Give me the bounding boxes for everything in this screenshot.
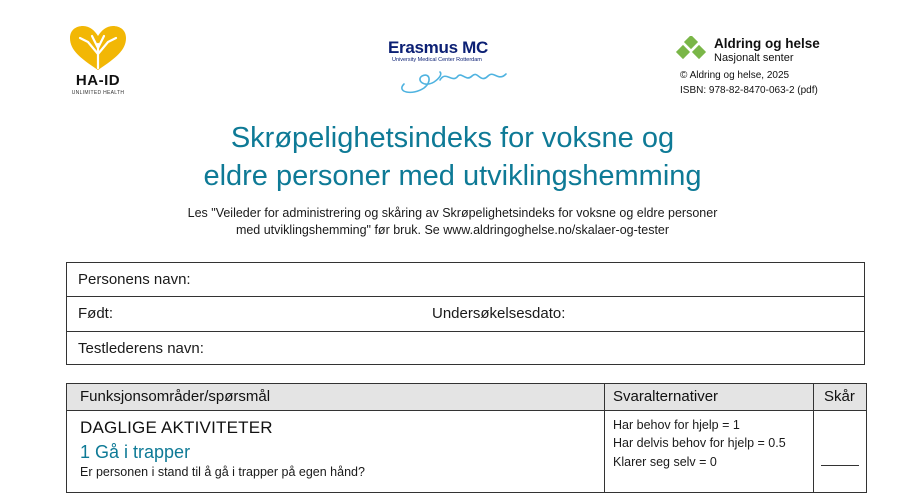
heart-tree-icon [66, 24, 130, 72]
copyright-text: © Aldring og helse, 2025 [680, 70, 790, 81]
answer-option: Klarer seg selv = 0 [613, 455, 717, 469]
exam-date-label: Undersøkelsesdato: [432, 305, 566, 322]
header-area: Funksjonsområder/spørsmål [80, 388, 271, 405]
erasmus-signature-icon [394, 62, 514, 98]
haid-name: HA-ID [75, 72, 121, 89]
question-title: 1 Gå i trapper [80, 442, 191, 462]
answer-option: Har delvis behov for hjelp = 0.5 [613, 436, 786, 450]
column-divider [813, 384, 814, 492]
document-title [60, 119, 845, 195]
category-heading: DAGLIGE AKTIVITETER [80, 418, 273, 437]
score-entry-line[interactable] [821, 465, 859, 466]
aldring-subtitle: Nasjonalt senter [714, 52, 794, 64]
title-line-1: Skrøpelighetsindeks for voksne og [230, 122, 675, 154]
tester-name-label: Testlederens navn: [78, 340, 204, 357]
haid-subtitle: UNLIMITED HEALTH [71, 90, 125, 96]
diamond-cluster-icon [674, 36, 710, 64]
person-info-box [66, 262, 865, 365]
column-divider [604, 384, 605, 492]
intro-line-2: med utviklingshemming" før bruk. Se www.aldringoghelse.no/skalaer-og-tester [235, 223, 670, 237]
born-label: Født: [78, 305, 114, 322]
intro-line-1: Les "Veileder for administrering og skåring av Skrøpelighetsindeks for voksne og eldre personer [187, 206, 718, 220]
question-table [66, 383, 867, 493]
question-text: Er personen i stand til å gå i trapper på egen hånd? [80, 465, 365, 479]
person-name-row[interactable] [67, 263, 864, 297]
isbn-text: ISBN: 978-82-8470-063-2 (pdf) [680, 85, 818, 96]
aldring-og-helse-logo [674, 36, 874, 100]
table-header [67, 384, 866, 411]
person-name-label: Personens navn: [78, 271, 191, 288]
haid-logo [66, 24, 130, 100]
header-answers: Svaralternativer [613, 388, 719, 405]
aldring-name: Aldring og helse [714, 36, 820, 51]
title-line-2: eldre personer med utviklingshemming [203, 160, 702, 192]
erasmus-subtitle: University Medical Center Rotterdam [392, 57, 482, 63]
intro-text [60, 205, 845, 239]
header-score: Skår [824, 388, 855, 405]
dates-row [67, 297, 864, 332]
erasmus-name: Erasmus MC [388, 38, 488, 57]
answer-option: Har behov for hjelp = 1 [613, 418, 740, 432]
tester-name-row[interactable] [67, 332, 864, 365]
erasmus-mc-logo [380, 38, 520, 98]
